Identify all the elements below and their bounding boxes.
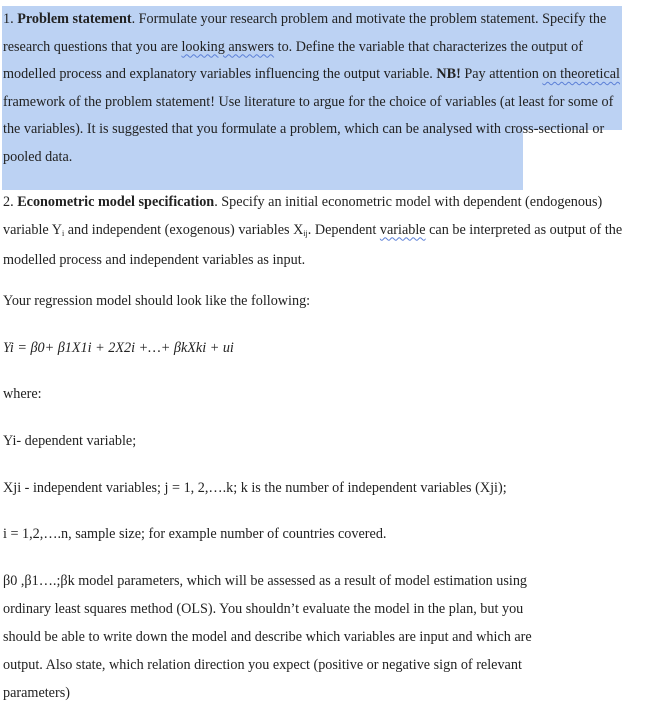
beta-definition-line-5: parameters) — [3, 685, 70, 701]
nb-label: NB! — [436, 66, 461, 82]
grammar-underline-text[interactable]: variable — [379, 221, 426, 238]
yi-definition: Yi- dependent variable; — [3, 433, 137, 449]
paragraph-text: can be interpreted as output of the modelled process and independent variables as input. — [3, 221, 623, 268]
paragraph-text: framework of the problem statement! Use literature to argue for the choice of variables (at least for some of the variables). It is suggested that you formulate a problem, which can be analysed with cross-sectional or pooled data. — [3, 93, 614, 165]
beta-definition-line-3: should be able to write down the model and describe which variables are input and which are — [3, 629, 532, 645]
beta-definition-line-1: β0 ,β1….;βk model parameters, which will be assessed as a result of model estimation using — [3, 573, 528, 589]
paragraph-text: . Dependent — [307, 221, 380, 238]
regression-equation: Yi = β0+ β1X1i + 2X2i +…+ βkXki + ui — [3, 340, 234, 356]
model-specification-paragraph[interactable] — [3, 189, 630, 275]
regression-intro: Your regression model should look like the following: — [3, 293, 311, 309]
i-definition: i = 1,2,….n, sample size; for example number of countries covered. — [3, 526, 387, 542]
beta-definition-line-2: ordinary least squares method (OLS). You shouldn’t evaluate the model in the plan, but you — [3, 601, 524, 617]
paragraph-text: . Specify an initial econometric model with dependent (endogenous) variable Y — [3, 194, 603, 238]
grammar-underline-text[interactable]: looking answers — [181, 38, 275, 55]
problem-statement-paragraph[interactable] — [3, 6, 630, 171]
paragraph-text: . Formulate your research problem and motivate the problem statement. Specify the research questions that you are — [3, 11, 607, 55]
beta-definition-line-4: output. Also state, which relation direction you expect (positive or negative sign of relevant — [3, 657, 522, 673]
paragraph-text: Pay attention — [460, 66, 543, 82]
section-number: 2. — [3, 194, 14, 210]
section-number: 1. — [3, 11, 14, 27]
paragraph-text: to. Define the variable that characterizes the output of modelled process and explanatory variables influencing the output variable. — [3, 38, 583, 82]
xj-definition: Xji - independent variables; j = 1, 2,….k; k is the number of independent variables (Xji); — [3, 480, 507, 496]
subscript: i — [61, 228, 65, 238]
subscript: ij — [303, 228, 308, 238]
grammar-underline-text[interactable]: on theoretical — [542, 66, 620, 82]
section-heading: Econometric model specification — [17, 194, 215, 210]
where-label: where: — [3, 386, 42, 402]
paragraph-text: and independent (exogenous) variables X — [64, 221, 304, 238]
section-heading: Problem statement — [17, 11, 132, 27]
